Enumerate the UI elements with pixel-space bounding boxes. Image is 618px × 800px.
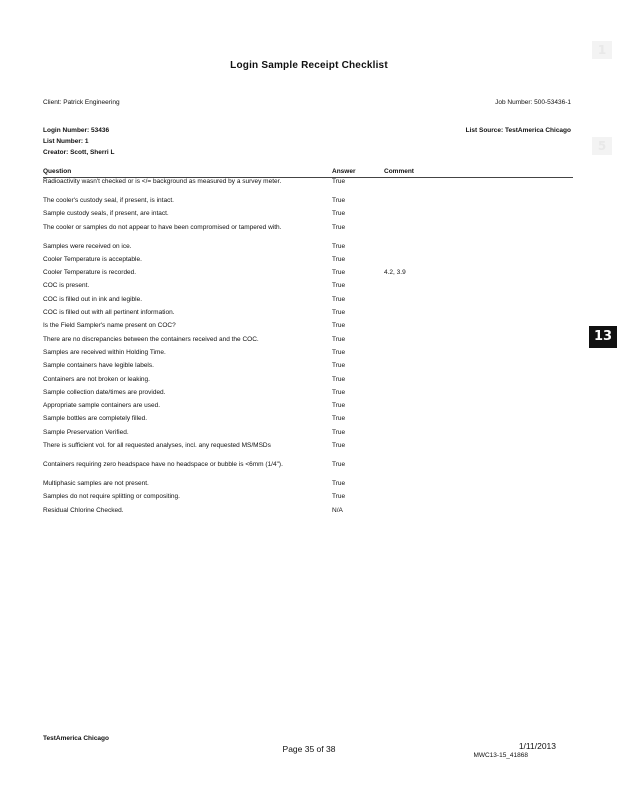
question-cell: Samples were received on ice.	[43, 242, 132, 250]
answer-cell: True	[332, 309, 346, 317]
login-number: Login Number: 53436	[43, 127, 110, 134]
answer-cell: True	[332, 282, 346, 290]
answer-cell: True	[332, 375, 346, 383]
comment-cell	[384, 362, 573, 375]
question-cell: Sample collection date/times are provided.	[43, 388, 166, 396]
table-row	[43, 336, 573, 349]
question-cell: Containers are not broken or leaking.	[43, 375, 150, 383]
comment-cell	[384, 178, 573, 198]
question-cell: COC is present.	[43, 282, 90, 290]
question-cell: The cooler or samples do not appear to have been compromised or tampered with.	[43, 223, 282, 231]
answer-cell: True	[332, 322, 346, 330]
answer-cell: True	[332, 178, 346, 185]
page-tab-5[interactable]: 5	[592, 137, 612, 155]
comment-cell	[384, 336, 573, 349]
table-row	[43, 309, 573, 322]
comment-cell	[384, 389, 573, 402]
table-row	[43, 269, 573, 282]
comment-cell	[384, 322, 573, 335]
creator: Creator: Scott, Sherri L	[43, 149, 115, 156]
comment-cell	[384, 282, 573, 295]
answer-cell: True	[332, 493, 346, 501]
comment-cell	[384, 480, 573, 493]
answer-cell: True	[332, 402, 346, 410]
question-cell: Sample Preservation Verified.	[43, 428, 129, 436]
answer-cell: True	[332, 480, 346, 488]
question-cell: Multiphasic samples are not present.	[43, 480, 149, 488]
comment-cell	[384, 296, 573, 309]
table-row	[43, 402, 573, 415]
table-row	[43, 442, 573, 461]
footer-date: 1/11/2013	[518, 741, 556, 751]
comment-cell	[384, 349, 573, 362]
comment-cell	[384, 197, 573, 210]
table-header-row	[43, 167, 573, 178]
question-cell: Sample custody seals, if present, are intact.	[43, 210, 169, 218]
comment-cell	[384, 461, 573, 480]
question-cell: There is sufficient vol. for all requested analyses, incl. any requested MS/MSDs	[43, 442, 271, 450]
comment-cell	[384, 429, 573, 442]
table-row	[43, 296, 573, 309]
table-row	[43, 349, 573, 362]
answer-cell: True	[332, 461, 346, 469]
question-cell: Containers requiring zero headspace have no headspace or bubble is <6mm (1/4").	[43, 461, 283, 469]
answer-cell: True	[332, 348, 346, 356]
answer-cell: True	[332, 223, 346, 231]
answer-cell: True	[332, 295, 346, 303]
question-cell: COC is filled out in ink and legible.	[43, 295, 142, 303]
table-row	[43, 178, 573, 198]
comment-cell	[384, 210, 573, 223]
comment-cell	[384, 507, 573, 520]
page-tab-13-active[interactable]: 13	[589, 326, 617, 348]
question-cell: There are no discrepancies between the containers received and the COC.	[43, 335, 259, 343]
comment-cell	[384, 224, 573, 243]
answer-cell: True	[332, 388, 346, 396]
checklist-table	[43, 167, 573, 520]
answer-cell: True	[332, 428, 346, 436]
list-number: List Number: 1	[43, 138, 89, 145]
answer-cell: True	[332, 255, 346, 263]
table-row	[43, 493, 573, 506]
table-row	[43, 322, 573, 335]
answer-cell: N/A	[332, 506, 343, 514]
comment-cell	[384, 243, 573, 256]
list-source: List Source: TestAmerica Chicago	[465, 127, 571, 134]
page-title: Login Sample Receipt Checklist	[230, 60, 388, 71]
question-cell: Cooler Temperature is recorded.	[43, 269, 137, 277]
table-row	[43, 461, 573, 480]
table-row	[43, 415, 573, 428]
question-cell: Samples do not require splitting or compositing.	[43, 493, 180, 501]
column-question: Question	[43, 167, 332, 178]
table-row	[43, 243, 573, 256]
question-cell: Is the Field Sampler's name present on COC?	[43, 322, 176, 330]
client-label: Client: Patrick Engineering	[43, 99, 120, 106]
table-row	[43, 256, 573, 269]
column-comment: Comment	[384, 167, 573, 178]
table-row	[43, 507, 573, 520]
table-row	[43, 224, 573, 243]
answer-cell: True	[332, 210, 346, 218]
answer-cell: True	[332, 442, 346, 450]
footer-page-number: Page 35 of 38	[282, 744, 336, 754]
table-row	[43, 480, 573, 493]
table-row	[43, 429, 573, 442]
question-cell: COC is filled out with all pertinent information.	[43, 309, 175, 317]
comment-cell	[384, 493, 573, 506]
footer-doc-id: MWC13-15_41868	[473, 752, 528, 759]
table-row	[43, 389, 573, 402]
page-tab-1[interactable]: 1	[592, 41, 612, 59]
answer-cell: True	[332, 197, 346, 204]
column-answer: Answer	[332, 167, 384, 178]
question-cell: Sample containers have legible labels.	[43, 362, 154, 370]
comment-cell: 4.2, 3.9	[384, 269, 406, 277]
comment-cell	[384, 256, 573, 269]
table-row	[43, 362, 573, 375]
comment-cell	[384, 309, 573, 322]
question-cell: The cooler's custody seal, if present, is intact.	[43, 197, 174, 204]
table-row	[43, 210, 573, 223]
question-cell: Samples are received within Holding Time.	[43, 348, 166, 356]
comment-cell	[384, 442, 573, 461]
table-row	[43, 197, 573, 210]
answer-cell: True	[332, 362, 346, 370]
question-cell: Residual Chlorine Checked.	[43, 506, 124, 514]
table-row	[43, 376, 573, 389]
answer-cell: True	[332, 335, 346, 343]
comment-cell	[384, 402, 573, 415]
question-cell: Radioactivity wasn't checked or is </= background as measured by a survey meter.	[43, 178, 282, 185]
answer-cell: True	[332, 269, 346, 277]
answer-cell: True	[332, 415, 346, 423]
question-cell: Cooler Temperature is acceptable.	[43, 255, 142, 263]
answer-cell: True	[332, 242, 346, 250]
job-number: Job Number: 500-53436-1	[495, 99, 571, 106]
comment-cell	[384, 376, 573, 389]
comment-cell	[384, 415, 573, 428]
footer-lab: TestAmerica Chicago	[43, 735, 109, 742]
table-row	[43, 282, 573, 295]
question-cell: Appropriate sample containers are used.	[43, 402, 161, 410]
question-cell: Sample bottles are completely filled.	[43, 415, 148, 423]
